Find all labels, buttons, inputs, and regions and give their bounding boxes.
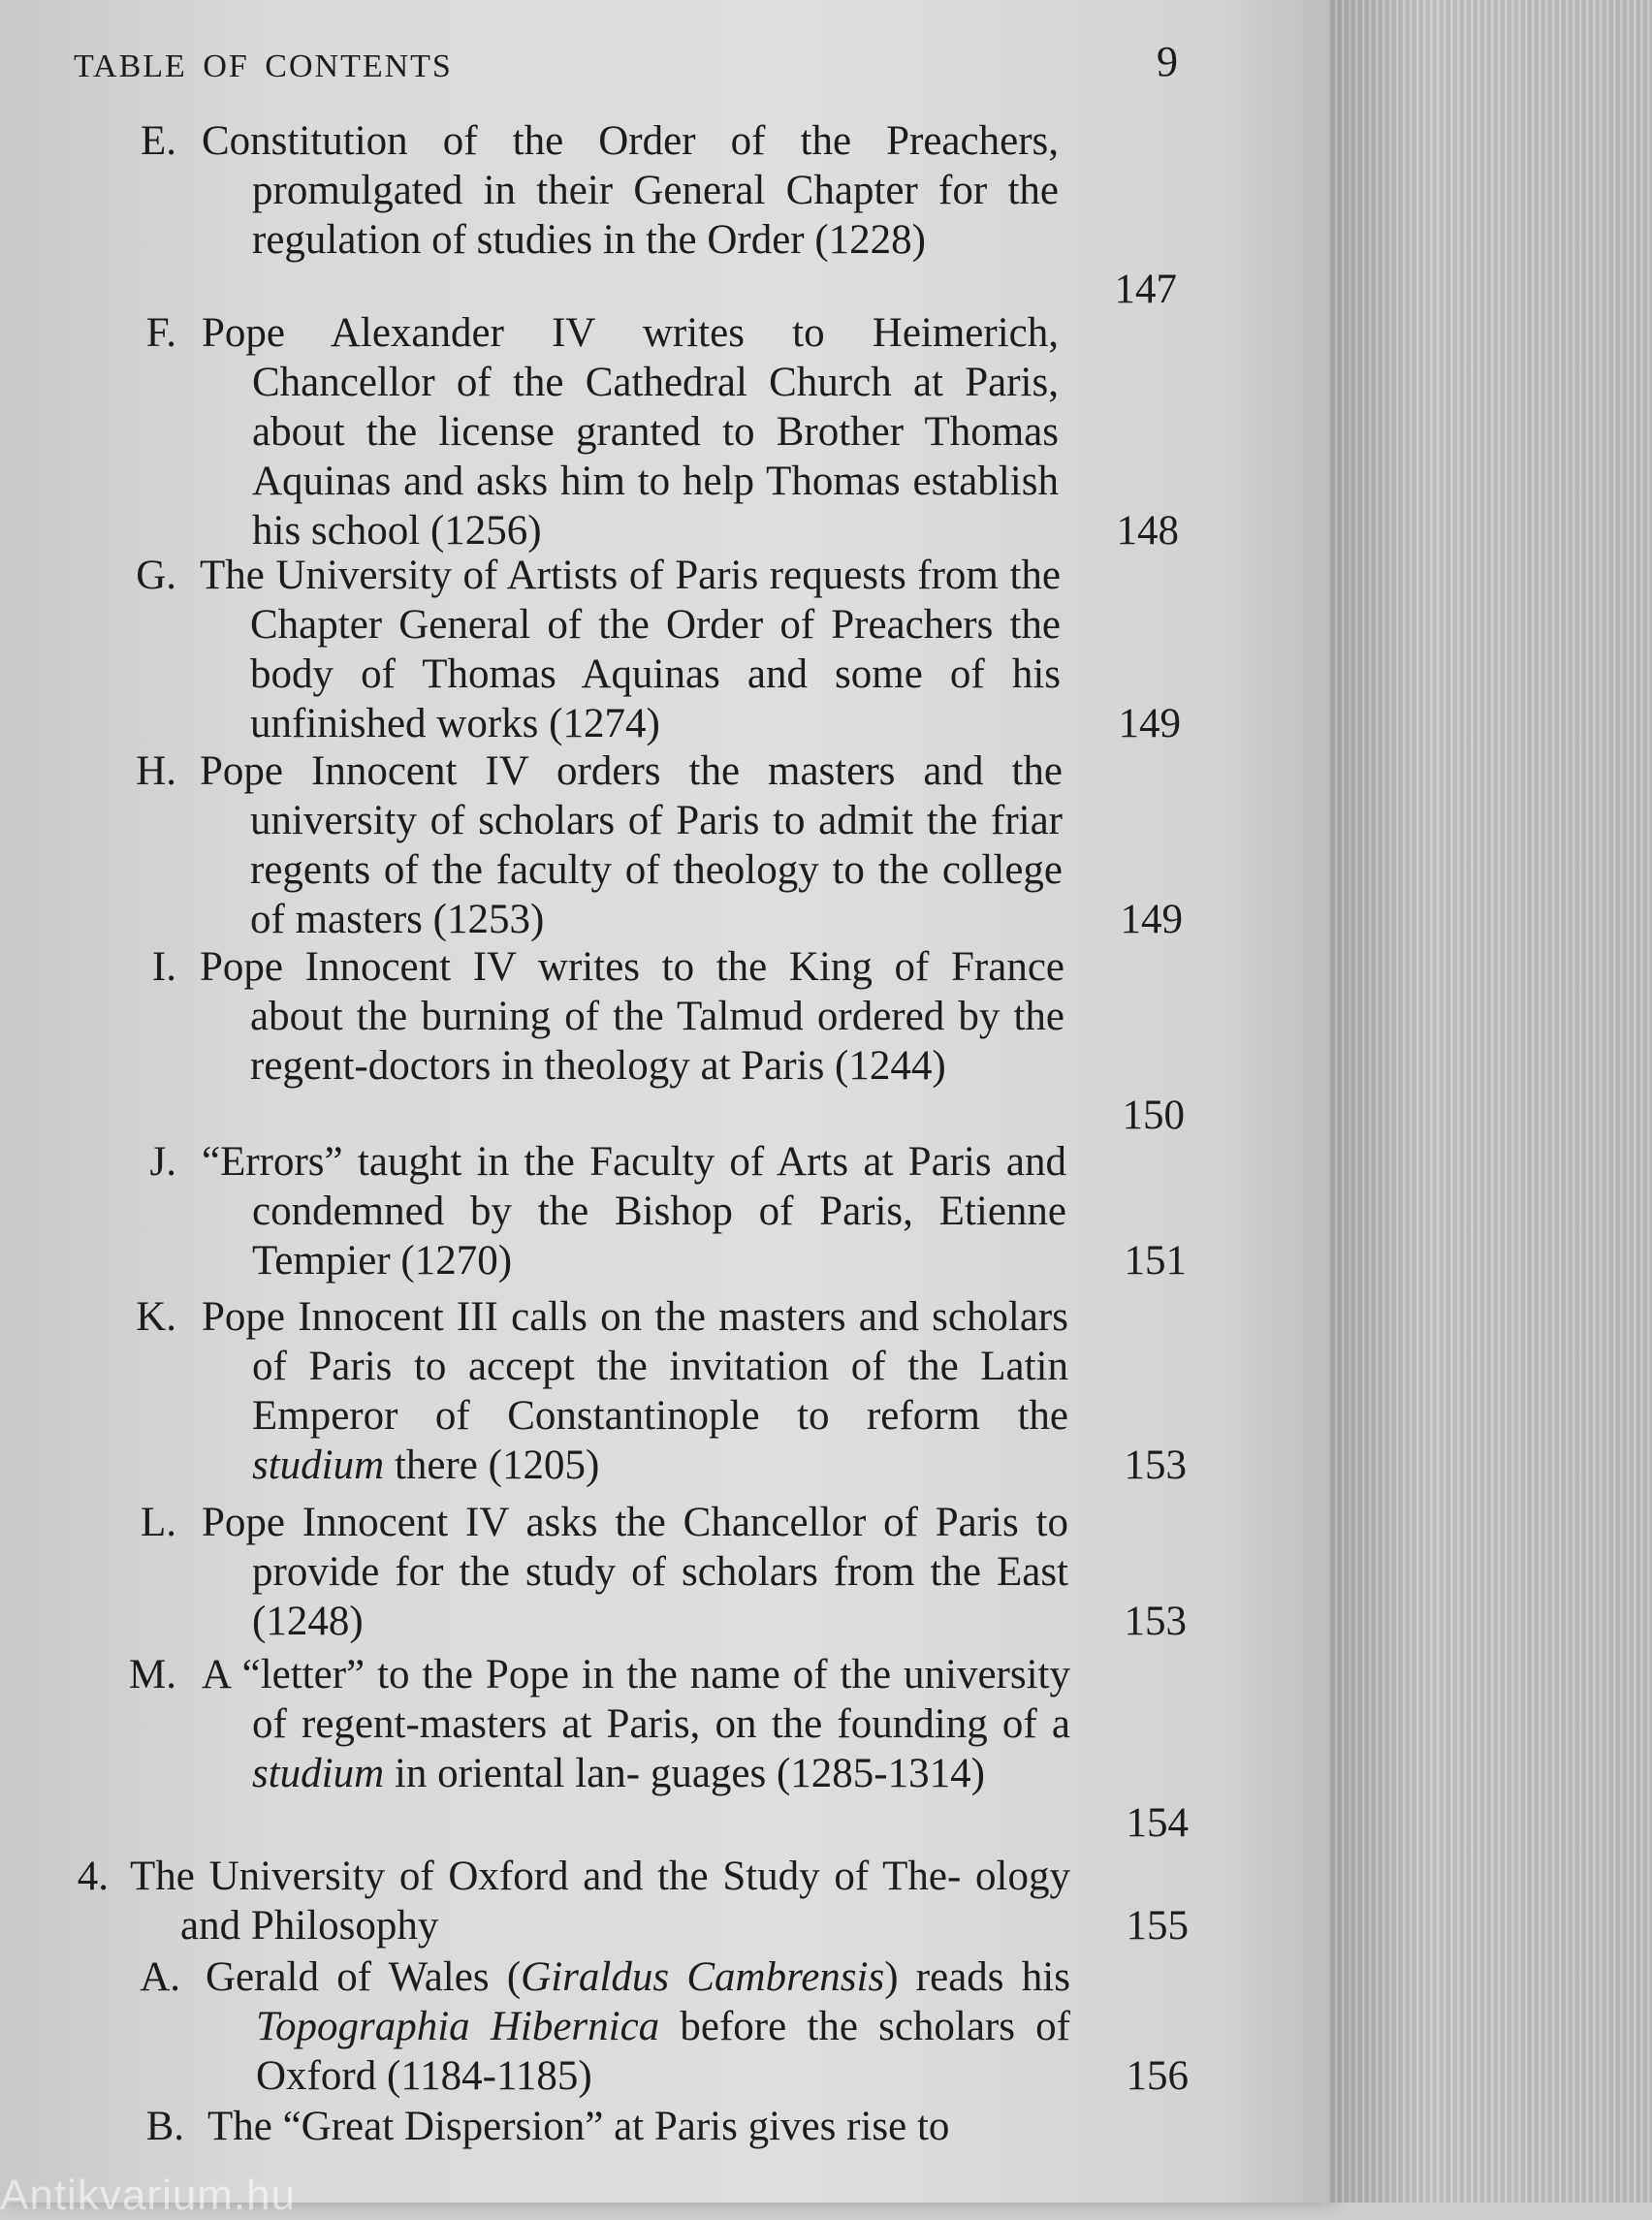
toc-entry: [0, 308, 1202, 555]
section-page: 155: [1126, 1903, 1189, 1949]
entry-title: Pope Innocent IV orders the masters and the university of scholars of Paris to admit the friar regents of the faculty of theology to the college of masters (1253): [200, 748, 1063, 942]
entry-page: 153: [1124, 1599, 1187, 1644]
entry-title-part: Gerald of Wales (: [206, 1954, 522, 2000]
entry-title-part: Pope Innocent III calls on the masters and scholars of Paris to accept the invitation of the Latin Emperor of Constantinople to reform the: [202, 1294, 1068, 1439]
entry-title: The University of Artists of Paris requests from the Chapter General of the Order of Preachers the body of Thomas Aquinas and some of his unfinished works (1274): [200, 553, 1061, 746]
section-number: 4.: [77, 1854, 109, 1899]
entry-title-part: there (1205): [384, 1443, 600, 1488]
entry-label: K.: [136, 1294, 176, 1340]
entry-page: 149: [1120, 897, 1183, 942]
page-edges: [1328, 0, 1652, 2203]
entry-label: G.: [136, 553, 176, 598]
entry-label: J.: [149, 1139, 176, 1185]
toc-entry: [0, 1498, 1202, 1646]
toc-entry: [0, 746, 1202, 944]
entry-label: H.: [136, 748, 176, 794]
toc-entry: [0, 116, 1202, 314]
entry-page: 148: [1116, 508, 1179, 554]
entry-title: Pope Alexander IV writes to Heimerich, Chancellor of the Cathedral Church at Paris, about the license granted to Brother Thomas Aquinas and asks him to help Thomas establish his school (1256): [202, 310, 1059, 554]
entry-title-part: in oriental lan- guages (1285-1314): [384, 1751, 985, 1796]
entry-title-italic: studium: [252, 1443, 385, 1488]
toc-entry: [0, 1952, 1202, 2101]
entry-label: L.: [140, 1500, 176, 1545]
toc-entry: [0, 2102, 1202, 2151]
toc-entry: [0, 1137, 1202, 1285]
entry-page: 156: [1126, 2053, 1189, 2099]
entry-title: Constitution of the Order of the Preachers, promulgated in their General Chapter for the regulation of studies in the Order (1228): [202, 118, 1059, 263]
entry-title: [206, 1952, 1070, 2101]
entry-label: F.: [145, 310, 176, 356]
entry-title: “Errors” taught in the Faculty of Arts at Paris and condemned by the Bishop of Paris, Etienne Tempier (1270): [202, 1139, 1066, 1284]
entry-label: B.: [145, 2104, 184, 2149]
page-number: 9: [1157, 38, 1178, 85]
entry-title-italic: studium: [252, 1751, 385, 1796]
entry-title: The “Great Dispersion” at Paris gives rise to: [207, 2104, 950, 2149]
entry-title-part: ) reads his: [884, 1954, 1070, 2000]
entry-page: 149: [1118, 701, 1181, 746]
entry-title-italic: Topographia Hibernica: [256, 2004, 660, 2049]
running-head: TABLE OF CONTENTS: [74, 48, 453, 84]
entry-label: M.: [129, 1652, 176, 1697]
entry-label: I.: [151, 944, 176, 990]
toc-entry: [0, 942, 1202, 1140]
section-title: The University of Oxford and the Study of The- ology and Philosophy: [130, 1854, 1070, 1949]
toc-section: [0, 1852, 1202, 1950]
entry-title-italic: Giraldus Cambrensis: [521, 1954, 885, 2000]
entry-page: 150: [1122, 1093, 1185, 1138]
entry-title: Pope Innocent IV writes to the King of France about the burning of the Talmud ordered by the regent-doctors in theology at Paris (1244): [200, 944, 1064, 1089]
toc-entry: [0, 1650, 1202, 1848]
entry-title-part: A “letter” to the Pope in the name of the university of regent-masters at Paris, on the founding of a: [202, 1652, 1070, 1747]
toc-entry: [0, 551, 1202, 748]
entry-title: Pope Innocent IV asks the Chancellor of Paris to provide for the study of scholars from the East (1248): [202, 1500, 1068, 1644]
entry-page: 153: [1124, 1443, 1187, 1488]
entry-page: 151: [1124, 1238, 1187, 1284]
entry-label: E.: [140, 118, 176, 164]
entry-page: 154: [1126, 1800, 1189, 1846]
entry-title: [202, 1292, 1068, 1490]
entry-page: 147: [1114, 267, 1177, 312]
toc-entry: [0, 1292, 1202, 1490]
watermark: Antikvarium.hu: [0, 2172, 297, 2219]
entry-title: [202, 1650, 1070, 1798]
entry-label: A.: [140, 1954, 180, 2000]
entry-title-part: before the scholars of Oxford (1184-1185): [256, 2004, 1070, 2099]
